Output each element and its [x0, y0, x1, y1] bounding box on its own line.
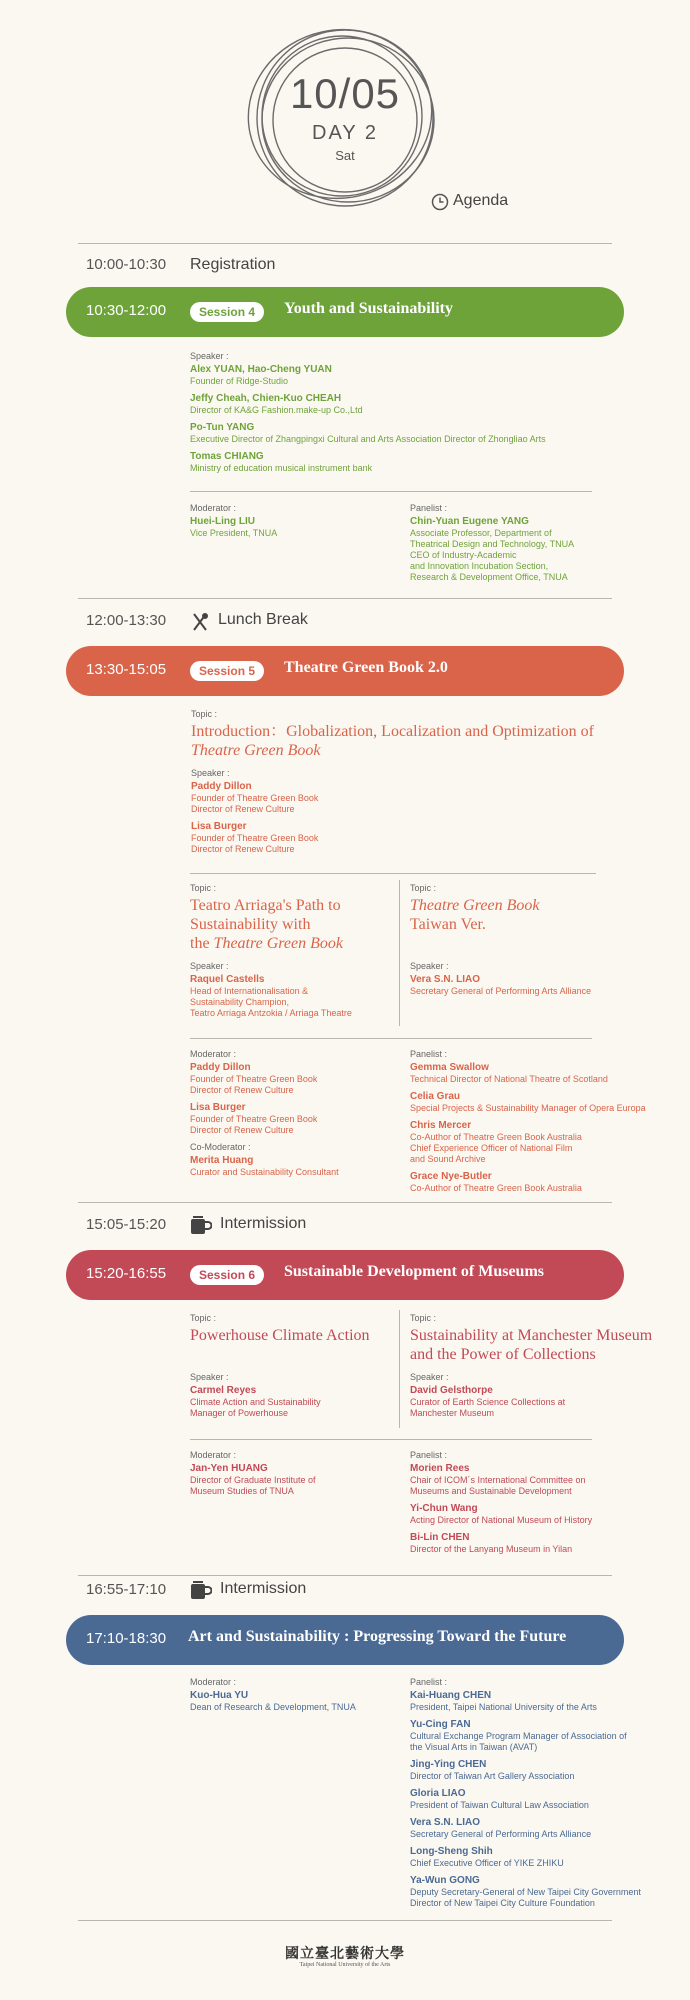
topic-line: the: [190, 935, 214, 952]
panelist-role: Co-Author of Theatre Green Book Australia: [410, 1183, 582, 1193]
panelist-name: Long-Sheng Shih: [410, 1846, 493, 1857]
intro-topic: Introduction：Globalization, Localization and Optimization of: [191, 723, 595, 740]
agenda-label: Agenda: [453, 192, 509, 209]
coffee-cup-icon: [190, 1216, 212, 1236]
panelist-role: Theatrical Design and Technology, TNUA: [410, 539, 575, 549]
speaker-name: Po-Tun YANG: [190, 422, 255, 433]
panelist-label: Panelist :: [410, 503, 448, 513]
speaker-label: Speaker :: [410, 961, 449, 971]
panelist-role: Special Projects & Sustainability Manager of Opera Europa: [410, 1103, 646, 1113]
moderator-role: Vice President, TNUA: [190, 528, 278, 538]
speaker-role: Sustainability Champion,: [190, 997, 290, 1007]
co-moderator-name: Merita Huang: [190, 1155, 254, 1166]
coffee-cup-icon: [190, 1581, 212, 1601]
lunch-time: 12:00-13:30: [86, 612, 167, 629]
fork-knife-icon: [190, 612, 210, 632]
panelist-name: Ya-Wun GONG: [410, 1875, 480, 1886]
panelist-role: Secretary General of Performing Arts Alliance: [410, 1829, 592, 1839]
panelist-name: Grace Nye-Butler: [410, 1171, 492, 1182]
final-session-bar: [66, 1615, 624, 1665]
date-circles: [240, 18, 450, 218]
panelist-role: Deputy Secretary-General of New Taipei City Government: [410, 1887, 641, 1897]
speaker-role: Head of Internationalisation &: [190, 986, 309, 996]
panelist-name: Bi-Lin CHEN: [410, 1532, 470, 1543]
speaker-role: Director of Renew Culture: [191, 844, 295, 854]
session5-badge: Session 5: [190, 661, 264, 681]
topic-line: Teatro Arriaga's Path to: [190, 897, 341, 914]
speaker-name: Vera S.N. LIAO: [410, 974, 481, 985]
divider: [78, 243, 612, 244]
session6-badge: Session 6: [190, 1265, 264, 1285]
registration-time: 10:00-10:30: [86, 256, 167, 273]
moderator-name: Kuo-Hua YU: [190, 1690, 249, 1701]
speaker-role: Founder of Theatre Green Book: [191, 793, 319, 803]
panelist-role: Co-Author of Theatre Green Book Australia: [410, 1132, 582, 1142]
topic-book: Theatre Green Book: [213, 935, 343, 952]
panelist-role: Acting Director of National Museum of History: [410, 1515, 593, 1525]
intro-topic-book: Theatre Green Book: [191, 742, 321, 759]
speaker-role: Ministry of education musical instrument bank: [190, 463, 373, 473]
topic-label: Topic :: [191, 709, 218, 719]
moderator-label: Moderator :: [190, 503, 237, 513]
panelist-role: Director of New Taipei City Culture Foundation: [410, 1898, 595, 1908]
speaker-name: Alex YUAN, Hao-Cheng YUAN: [190, 364, 332, 375]
panelist-role: Cultural Exchange Program Manager of Association of: [410, 1731, 627, 1741]
intermission2-row: [86, 1581, 190, 1598]
session5-panelists: [410, 1049, 685, 1200]
moderator-label: Moderator :: [190, 1677, 237, 1687]
speaker-role: Executive Director of Zhangpingxi Cultural and Arts Association Director of Zhongliao Arts: [190, 434, 546, 444]
moderator-name: Paddy Dillon: [190, 1062, 251, 1073]
column-divider: [399, 880, 400, 1026]
session4-bar: [66, 287, 624, 337]
panelist-role: and Innovation Incubation Section,: [410, 561, 549, 571]
session6-left-topic: [190, 1313, 395, 1425]
footer-logo-en: Taipei National University of the Arts: [299, 1962, 391, 1968]
speaker-name: Carmel Reyes: [190, 1385, 257, 1396]
divider: [78, 598, 612, 599]
registration-label: Registration: [190, 256, 276, 273]
session6-moderator: [190, 1450, 395, 1503]
speaker-name: Tomas CHIANG: [190, 451, 264, 462]
panelist-name: Gloria LIAO: [410, 1788, 466, 1799]
panelist-label: Panelist :: [410, 1677, 448, 1687]
footer-logo-zh: 國立臺北藝術大學: [285, 1947, 405, 1962]
panelist-role: CEO of Industry-Academic: [410, 550, 517, 560]
topic-label: Topic :: [410, 883, 437, 893]
speaker-role: Teatro Arriaga Antzokia / Arriaga Theatre: [190, 1008, 352, 1018]
divider: [78, 1202, 612, 1203]
speaker-role: Director of Renew Culture: [191, 804, 295, 814]
final-time: 17:10-18:30: [86, 1630, 167, 1647]
session5-moderators: [190, 1049, 395, 1184]
registration-row: [86, 256, 275, 274]
panelist-role: Chair of ICOM´s International Committee on: [410, 1475, 586, 1485]
speaker-role: Manager of Powerhouse: [190, 1408, 289, 1418]
speaker-name: Lisa Burger: [191, 821, 247, 832]
moderator-label: Moderator :: [190, 1450, 237, 1460]
final-title: Art and Sustainability : Progressing Toward the Future: [188, 1628, 567, 1645]
speaker-role: Director of KA&G Fashion.make-up Co.,Ltd: [190, 405, 363, 415]
moderator-role: Founder of Theatre Green Book: [190, 1114, 318, 1124]
session6-right-topic: [410, 1313, 685, 1425]
column-divider: [399, 1310, 400, 1428]
panelist-role: Chief Experience Officer of National Film: [410, 1143, 573, 1153]
speaker-role: Manchester Museum: [410, 1408, 495, 1418]
panelist-role: and Sound Archive: [410, 1154, 486, 1164]
session6-bar: [66, 1250, 624, 1300]
moderator-label: Moderator :: [190, 1049, 237, 1059]
moderator-role: Founder of Theatre Green Book: [190, 1074, 318, 1084]
session5-right-topic: [410, 883, 650, 1003]
panelist-name: Morien Rees: [410, 1463, 470, 1474]
session4-panelist: [410, 503, 640, 583]
panelist-name: Chris Mercer: [410, 1120, 472, 1131]
divider: [190, 873, 596, 874]
panelist-name: Vera S.N. LIAO: [410, 1817, 481, 1828]
intermission1-row: [86, 1216, 190, 1233]
moderator-role: Dean of Research & Development, TNUA: [190, 1702, 356, 1712]
moderator-name: Lisa Burger: [190, 1102, 246, 1113]
header-weekday: Sat: [335, 148, 355, 163]
topic-label: Topic :: [410, 1313, 437, 1323]
moderator-role: Museum Studies of TNUA: [190, 1486, 294, 1496]
session5-title: Theatre Green Book 2.0: [284, 659, 448, 676]
co-moderator-label: Co-Moderator :: [190, 1142, 251, 1152]
divider: [78, 1575, 612, 1576]
topic-line: Sustainability at Manchester Museum: [410, 1327, 653, 1344]
panelist-role: Associate Professor, Department of: [410, 528, 552, 538]
moderator-name: Jan-Yen HUANG: [190, 1463, 268, 1474]
session5-intro: [191, 709, 661, 861]
speaker-label: Speaker :: [190, 351, 229, 361]
speaker-label: Speaker :: [190, 1372, 229, 1382]
topic-line: Powerhouse Climate Action: [190, 1327, 370, 1344]
session4-title: Youth and Sustainability: [284, 300, 453, 317]
session4-badge: Session 4: [190, 302, 264, 322]
topic-line: and the Power of Collections: [410, 1346, 596, 1363]
panelist-name: Jing-Ying CHEN: [410, 1759, 487, 1770]
moderator-role: Director of Renew Culture: [190, 1085, 294, 1095]
intermission2-label: Intermission: [220, 1580, 307, 1597]
panelist-name: Yu-Cing FAN: [410, 1719, 471, 1730]
speaker-name: Jeffy Cheah, Chien-Kuo CHEAH: [190, 393, 342, 404]
speaker-name: Raquel Castells: [190, 974, 265, 985]
moderator-role: Director of Renew Culture: [190, 1125, 294, 1135]
panelist-role: Museums and Sustainable Development: [410, 1486, 572, 1496]
final-panelists: [410, 1677, 685, 1915]
intermission1-label: Intermission: [220, 1215, 307, 1232]
session5-left-topic: [190, 883, 395, 1019]
divider: [78, 1920, 612, 1921]
topic-line: Sustainability with: [190, 916, 311, 933]
session4-moderator: [190, 503, 390, 545]
speaker-role: Curator of Earth Science Collections at: [410, 1397, 566, 1407]
panelist-role: Director of Taiwan Art Gallery Association: [410, 1771, 575, 1781]
speaker-name: Paddy Dillon: [191, 781, 252, 792]
final-moderator: [190, 1677, 395, 1719]
speaker-role: Secretary General of Performing Arts Alliance: [410, 986, 592, 996]
speaker-label: Speaker :: [190, 961, 229, 971]
panelist-role: President of Taiwan Cultural Law Association: [410, 1800, 589, 1810]
divider: [190, 1439, 592, 1440]
session6-title: Sustainable Development of Museums: [284, 1263, 545, 1280]
header-date: 10/05: [289, 70, 401, 117]
speaker-label: Speaker :: [191, 768, 230, 778]
speaker-role: Founder of Ridge-Studio: [190, 376, 289, 386]
panelist-name: Gemma Swallow: [410, 1062, 489, 1073]
panelist-role: the Visual Arts in Taiwan (AVAT): [410, 1742, 538, 1752]
speaker-name: David Gelsthorpe: [410, 1385, 493, 1396]
co-moderator-role: Curator and Sustainability Consultant: [190, 1167, 339, 1177]
intermission1-time: 15:05-15:20: [86, 1216, 167, 1233]
moderator-name: Huei-Ling LIU: [190, 516, 255, 527]
lunch-row: [86, 612, 190, 629]
speaker-role: Climate Action and Sustainability: [190, 1397, 321, 1407]
topic-label: Topic :: [190, 1313, 217, 1323]
speaker-role: Founder of Theatre Green Book: [191, 833, 319, 843]
divider: [190, 491, 592, 492]
session5-time: 13:30-15:05: [86, 661, 167, 678]
session4-speakers: [190, 351, 630, 480]
speaker-label: Speaker :: [410, 1372, 449, 1382]
intermission2-time: 16:55-17:10: [86, 1581, 167, 1598]
topic-line: Taiwan Ver.: [410, 916, 486, 933]
panelist-name: Chin-Yuan Eugene YANG: [410, 516, 529, 527]
session6-time: 15:20-16:55: [86, 1265, 167, 1282]
session5-bar: [66, 646, 624, 696]
panelist-role: Director of the Lanyang Museum in Yilan: [410, 1544, 573, 1554]
moderator-role: Director of Graduate Institute of: [190, 1475, 316, 1485]
clock-icon: [431, 193, 449, 211]
header-day: DAY 2: [312, 122, 378, 144]
panelist-role: Chief Executive Officer of YIKE ZHIKU: [410, 1858, 564, 1868]
lunch-label: Lunch Break: [218, 611, 308, 628]
topic-label: Topic :: [190, 883, 217, 893]
panelist-label: Panelist :: [410, 1450, 448, 1460]
topic-book: Theatre Green Book: [410, 897, 540, 914]
panelist-label: Panelist :: [410, 1049, 448, 1059]
session4-time: 10:30-12:00: [86, 302, 167, 319]
panelist-role: Technical Director of National Theatre of Scotland: [410, 1074, 608, 1084]
panelist-name: Celia Grau: [410, 1091, 461, 1102]
session6-panelists: [410, 1450, 685, 1561]
divider: [190, 1038, 592, 1039]
panelist-name: Kai-Huang CHEN: [410, 1690, 492, 1701]
panelist-role: President, Taipei National University of the Arts: [410, 1702, 597, 1712]
panelist-role: Research & Development Office, TNUA: [410, 572, 568, 582]
panelist-name: Yi-Chun Wang: [410, 1503, 478, 1514]
